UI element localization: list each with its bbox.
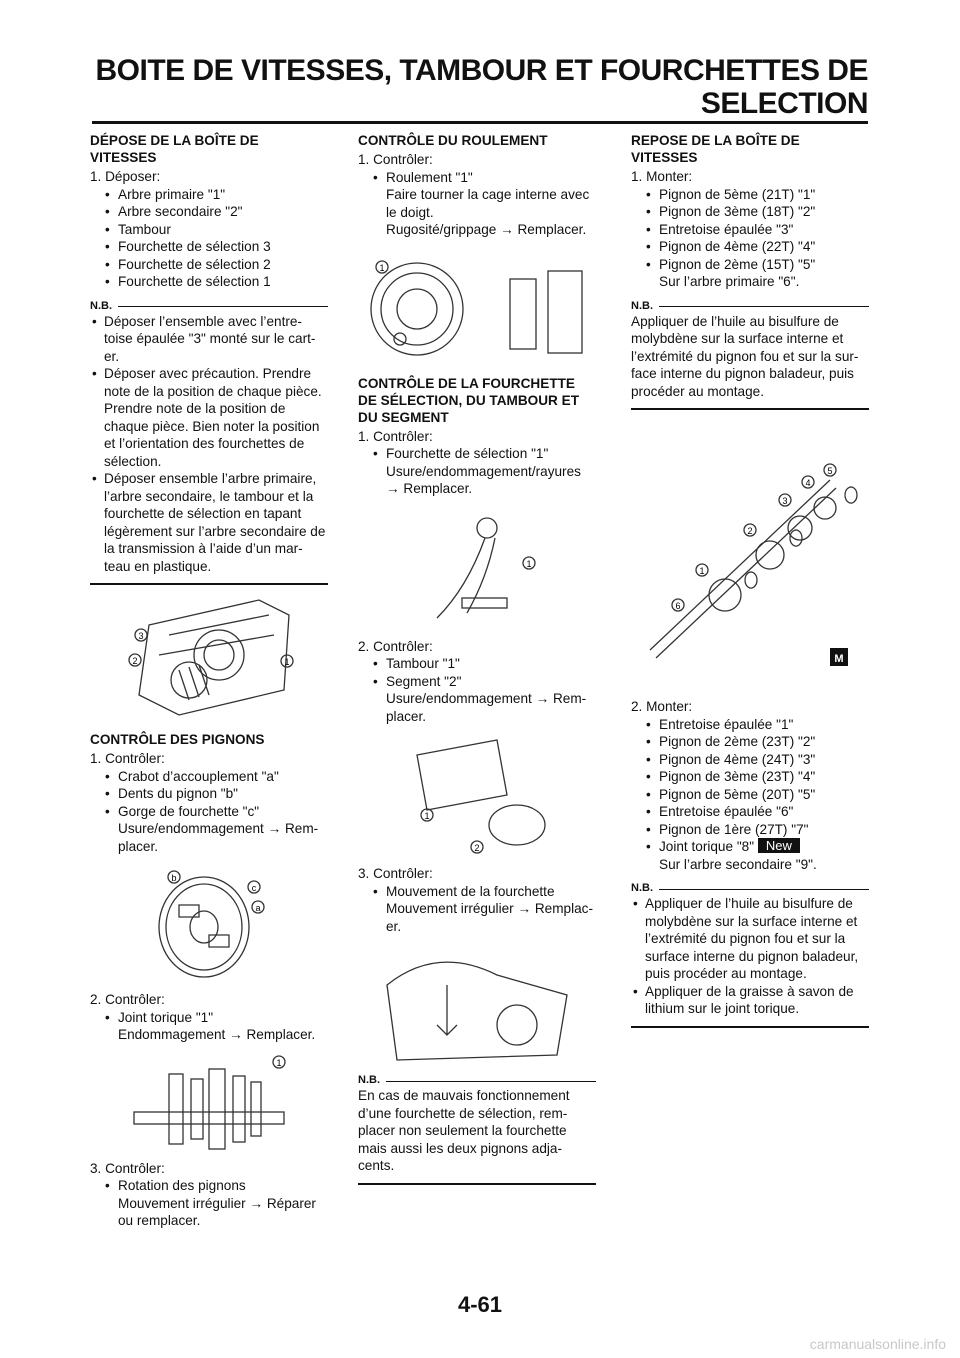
note-label: N.B. xyxy=(631,882,653,894)
list-item: • Pignon de 2ème (15T) "5" xyxy=(631,256,869,274)
list-item: • Arbre primaire "1" xyxy=(90,186,328,204)
result-text: Mouvement irrégulier → Réparer ou remplacer. xyxy=(118,1195,316,1228)
result-text: Usure/endommagement → Rem-placer. xyxy=(386,691,587,724)
column-2 xyxy=(358,132,596,1185)
section-title-roulement: CONTRÔLE DU ROULEMENT xyxy=(358,133,548,148)
list-item: • Tambour "1" xyxy=(358,655,596,673)
fork-movement-figure xyxy=(377,945,577,1065)
callout-a: a xyxy=(255,903,261,913)
note-box xyxy=(358,1073,596,1185)
list-item: • Entretoise épaulée "6" xyxy=(631,803,869,821)
shaft-figure xyxy=(129,1054,289,1152)
list-item: • Dents du pignon "b" xyxy=(90,785,328,803)
step: 1. Déposer: xyxy=(90,169,161,184)
list-item: • Roulement "1" xyxy=(358,169,596,187)
step: 2. Contrôler: xyxy=(90,992,165,1007)
callout-1: 1 xyxy=(424,811,430,821)
list-item xyxy=(631,838,869,856)
list-item: • Pignon de 2ème (23T) "2" xyxy=(631,733,869,751)
note-item: • Déposer avec précaution. Prendre note de la position de chaque pièce. Prendre note de la position de chaque pièce. Bien noter la position et l’orientation des fourchettes de sélection. xyxy=(90,365,328,470)
body-text: Sur l’arbre primaire "6". xyxy=(659,274,800,289)
list-item: • Segment "2" xyxy=(358,673,596,691)
list-item: • Entretoise épaulée "3" xyxy=(631,221,869,239)
note-label: N.B. xyxy=(90,299,112,312)
section-title-fourchette: CONTRÔLE DE LA FOURCHETTE DE SÉLECTION, DU TAMBOUR ET DU SEGMENT xyxy=(358,375,580,425)
result-text: Mouvement irrégulier → Remplac-er. xyxy=(386,901,593,934)
callout-c: c xyxy=(251,883,257,893)
callout-5: 5 xyxy=(827,466,833,476)
step: 3. Contrôler: xyxy=(90,1160,165,1176)
list-item: • Pignon de 5ème (20T) "5" xyxy=(631,786,869,804)
step: 1. Contrôler: xyxy=(90,751,165,766)
list-item: • Pignon de 5ème (21T) "1" xyxy=(631,186,869,204)
list-item: • Fourchette de sélection 1 xyxy=(90,273,328,291)
note-box xyxy=(631,299,869,411)
list-item: • Tambour xyxy=(90,221,328,239)
primary-shaft-assembly-figure xyxy=(640,420,860,690)
column-1 xyxy=(90,132,328,1230)
transmission-removal-figure xyxy=(119,595,299,723)
page-title-line2: SELECTION xyxy=(700,87,868,120)
note-label: N.B. xyxy=(358,1074,380,1086)
section-title-pignons: CONTRÔLE DES PIGNONS xyxy=(90,732,265,747)
list-item-text: Joint torique "8" xyxy=(659,839,755,854)
page-number: 4-61 xyxy=(457,1292,503,1317)
list-item: • Arbre secondaire "2" xyxy=(90,203,328,221)
callout-4: 4 xyxy=(805,478,811,488)
list-item: • Fourchette de sélection "1" xyxy=(358,445,596,463)
note-item: • Appliquer de la graisse à savon de lithium sur le joint torique. xyxy=(631,983,869,1018)
callout-2: 2 xyxy=(474,843,480,853)
callout-2: 2 xyxy=(747,526,753,536)
list-item: • Fourchette de sélection 3 xyxy=(90,238,328,256)
list-item: • Rotation des pignons xyxy=(90,1177,328,1195)
list-item: • Gorge de fourchette "c" xyxy=(90,803,328,821)
callout-m: M xyxy=(834,653,844,665)
note-text: En cas de mauvais fonctionnement d’une fourchette de sélection, rem-placer non seulement la fourchette mais aussi les deux pignons adja-cents. xyxy=(358,1087,596,1185)
step: 3. Contrôler: xyxy=(358,866,433,881)
callout-1: 1 xyxy=(276,1057,282,1068)
note-item: • Appliquer de l’huile au bisulfure de molybdène sur la surface interne et l’extrémité du pignon fou et sur la surface interne du pignon baladeur, puis procéder au montage. xyxy=(631,895,869,983)
list-item: • Crabot d’accouplement "a" xyxy=(90,768,328,786)
result-text: Rugosité/grippage → Remplacer. xyxy=(386,222,587,237)
list-item: • Pignon de 4ème (24T) "3" xyxy=(631,751,869,769)
step: 1. Monter: xyxy=(631,169,693,184)
step: 1. Contrôler: xyxy=(358,428,433,444)
note-label: N.B. xyxy=(631,299,653,312)
bearing-figure xyxy=(362,249,592,367)
gear-figure xyxy=(144,865,274,983)
list-item: • Fourchette de sélection 2 xyxy=(90,256,328,274)
step: 2. Contrôler: xyxy=(358,638,433,654)
callout-b: b xyxy=(171,873,177,883)
drum-figure xyxy=(397,735,557,857)
callout-6: 6 xyxy=(675,601,681,611)
result-text: Usure/endommagement/rayures → Remplacer. xyxy=(386,463,581,496)
title-rule xyxy=(92,121,868,124)
note-item: • Déposer l’ensemble avec l’entre-toise épaulée "3" monté sur le cart-er. xyxy=(90,313,328,366)
note-box xyxy=(90,299,328,586)
callout-3: 3 xyxy=(782,496,788,506)
note-box xyxy=(631,881,869,1028)
list-item: • Pignon de 4ème (22T) "4" xyxy=(631,238,869,256)
new-badge: New xyxy=(758,838,800,853)
section-title-repose: REPOSE DE LA BOÎTE DE VITESSES xyxy=(631,133,800,165)
callout-1: 1 xyxy=(284,657,290,667)
step: 1. Contrôler: xyxy=(358,152,433,167)
callout-2: 2 xyxy=(132,656,138,666)
list-item: • Pignon de 1ère (27T) "7" xyxy=(631,821,869,839)
note-text: Appliquer de l’huile au bisulfure de molybdène sur la surface interne et l’extrémité du pignon fou et sur la sur-face interne du pignon baladeur, puis procéder au montage. xyxy=(631,313,869,411)
body-text: Faire tourner la cage interne avec le doigt. xyxy=(386,187,590,220)
section-title-depose: DÉPOSE DE LA BOÎTE DE VITESSES xyxy=(90,133,259,165)
list-item: • Pignon de 3ème (23T) "4" xyxy=(631,768,869,786)
note-item: • Déposer ensemble l’arbre primaire, l’arbre secondaire, le tambour et la fourchette de sélection en tapant légèrement sur l’arbre secondaire de la transmission à l’aide d’un mar-teau en plastique. xyxy=(90,470,328,575)
list-item: • Mouvement de la fourchette xyxy=(358,883,596,901)
list-item: • Entretoise épaulée "1" xyxy=(631,716,869,734)
list-item: • Joint torique "1" xyxy=(90,1009,328,1027)
watermark: carmanualsonline.info xyxy=(809,1336,946,1352)
step: 2. Monter: xyxy=(631,699,693,714)
list-item: • Pignon de 3ème (18T) "2" xyxy=(631,203,869,221)
callout-1: 1 xyxy=(699,566,705,576)
callout-1: 1 xyxy=(379,262,385,273)
shift-fork-figure xyxy=(407,508,547,630)
body-text: Sur l’arbre secondaire "9". xyxy=(659,856,817,872)
column-3 xyxy=(631,132,869,1028)
result-text: Usure/endommagement → Rem-placer. xyxy=(118,821,319,854)
page-title-line1: BOITE DE VITESSES, TAMBOUR ET FOURCHETTES DE xyxy=(95,54,868,87)
result-text: Endommagement → Remplacer. xyxy=(118,1027,316,1042)
callout-3: 3 xyxy=(138,631,144,641)
callout-1: 1 xyxy=(526,558,532,569)
